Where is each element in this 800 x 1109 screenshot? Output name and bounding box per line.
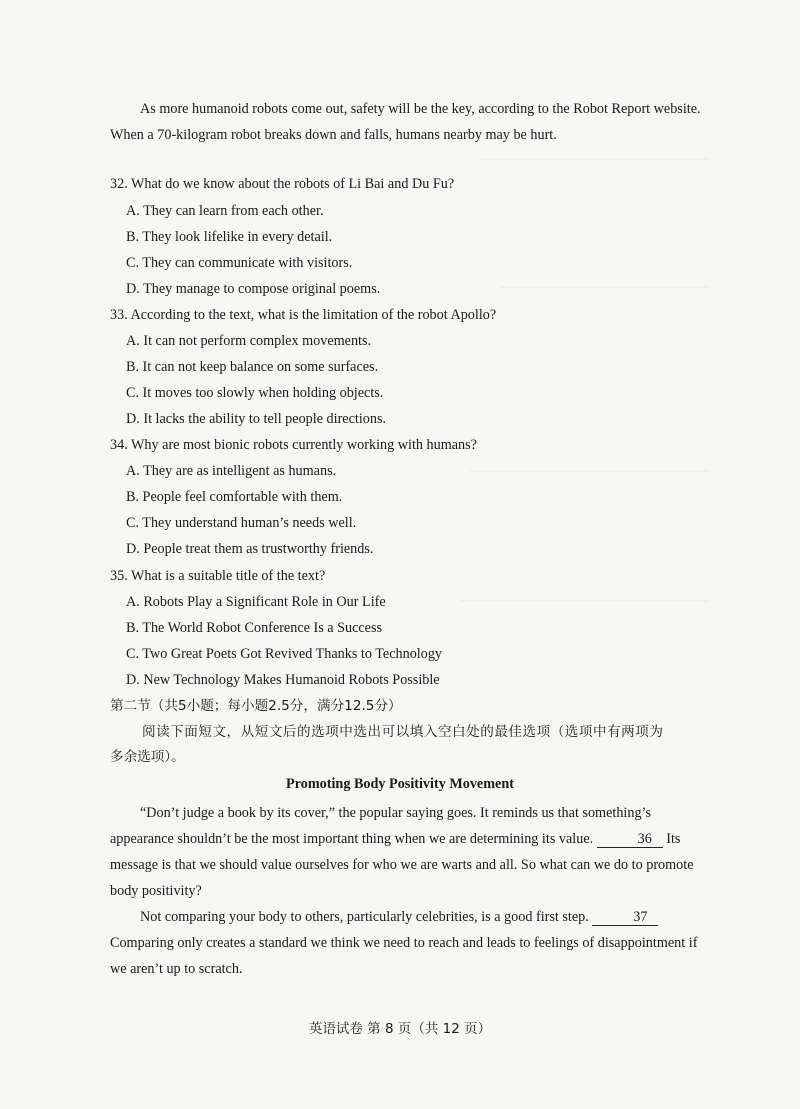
intro-paragraph: As more humanoid robots come out, safety will be the key, according to the Robot Report website. When a 70-kilogram robot breaks down and falls, humans nearby may be hurt. — [110, 101, 701, 143]
question-32-option-a: A. They can learn from each other. — [126, 203, 324, 219]
question-33-option-d: D. It lacks the ability to tell people directions. — [126, 411, 387, 427]
question-32-option-c: C. They can communicate with visitors. — [126, 255, 353, 271]
question-33-option-c: C. It moves too slowly when holding objects. — [126, 385, 384, 401]
section-2-instruction: 阅读下面短文，从短文后的选项中选出可以填入空白处的最佳选项（选项中有两项为 — [142, 724, 664, 740]
question-32-option-d: D. They manage to compose original poems. — [126, 281, 381, 297]
question-35-option-c: C. Two Great Poets Got Revived Thanks to Technology — [126, 646, 443, 662]
bleed-through-mark — [480, 158, 710, 160]
question-35-option-d: D. New Technology Makes Humanoid Robots Possible — [126, 672, 440, 688]
article-paragraph-1-text: “Don’t judge a book by its cover,” the popular saying goes. It reminds us that something’s appearance shouldn’t be the most important thing when we are determining its value. — [110, 805, 652, 847]
article-title: Promoting Body Positivity Movement — [286, 776, 514, 792]
blank-37: 37 — [592, 909, 658, 926]
question-34-option-d: D. People treat them as trustworthy friends. — [126, 541, 374, 557]
question-32-option-b: B. They look lifelike in every detail. — [126, 229, 333, 245]
question-34-option-c: C. They understand human’s needs well. — [126, 515, 357, 531]
article-paragraph-1 — [110, 800, 712, 904]
article-paragraph-2-text-cont: Comparing only creates a standard we think we need to reach and leads to feelings of disappointment if we aren’t up to scratch. — [110, 935, 698, 977]
page-footer: 英语试卷 第 8 页（共 12 页） — [308, 1021, 492, 1037]
question-34-stem: 34. Why are most bionic robots currently working with humans? — [110, 437, 477, 453]
article-paragraph-2 — [110, 904, 712, 982]
blank-36: 36 — [597, 831, 663, 848]
bleed-through-mark — [470, 470, 710, 472]
question-33-stem: 33. According to the text, what is the limitation of the robot Apollo? — [110, 307, 497, 323]
section-2-heading: 第二节（共5小题；每小题2.5分，满分12.5分） — [110, 698, 402, 714]
question-34-option-b: B. People feel comfortable with them. — [126, 489, 343, 505]
bleed-through-mark — [460, 600, 710, 602]
question-35-option-a: A. Robots Play a Significant Role in Our Life — [126, 594, 386, 610]
question-32-stem: 32. What do we know about the robots of Li Bai and Du Fu? — [110, 176, 455, 192]
question-33-option-a: A. It can not perform complex movements. — [126, 333, 372, 349]
article-paragraph-2-text: Not comparing your body to others, particularly celebrities, is a good first step. — [140, 909, 589, 925]
bleed-through-mark — [500, 286, 710, 288]
section-2-instruction-cont: 多余选项）。 — [110, 749, 185, 765]
article-paragraph-1-text-cont: Its message is that we should value ourselves for who we are warts and all. So what can we do to promote body positivity? — [110, 831, 694, 899]
question-34-option-a: A. They are as intelligent as humans. — [126, 463, 337, 479]
question-35-option-b: B. The World Robot Conference Is a Success — [126, 620, 383, 636]
question-33-option-b: B. It can not keep balance on some surfaces. — [126, 359, 379, 375]
question-35-stem: 35. What is a suitable title of the text? — [110, 568, 326, 584]
